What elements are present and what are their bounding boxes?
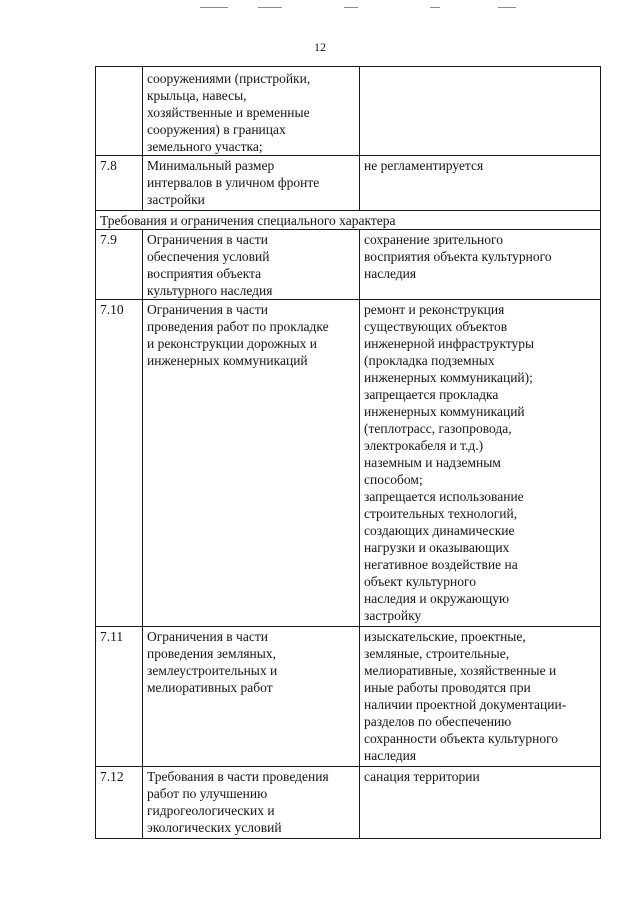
- row-number: 7.12: [96, 767, 143, 839]
- scan-artifact-line: [430, 7, 440, 8]
- row-number: 7.10: [96, 300, 143, 627]
- row-requirement: Требования в части проведения работ по улучшению гидрогеологических и экологических условий: [143, 767, 360, 839]
- row-value: не регламентируется: [360, 156, 601, 211]
- section-title: Требования и ограничения специального характера: [96, 211, 601, 230]
- section-header-row: [96, 211, 601, 230]
- row-value: сохранение зрительного восприятия объекта культурного наследия: [360, 230, 601, 300]
- row-value: санация территории: [360, 767, 601, 839]
- row-requirement: Ограничения в части проведения работ по прокладке и реконструкции дорожных и инженерных коммуникаций: [143, 300, 360, 627]
- table-row: [96, 767, 601, 839]
- row-value: изыскательские, проектные, земляные, строительные, мелиоративные, хозяйственные и иные работы проводятся при наличии проектной документации- разделов по обеспечению сохранности объекта культурного наследия: [360, 627, 601, 767]
- row-requirement: Ограничения в части обеспечения условий восприятия объекта культурного наследия: [143, 230, 360, 300]
- row-number: 7.9: [96, 230, 143, 300]
- row-requirement: Ограничения в части проведения земляных, землеустроительных и мелиоративных работ: [143, 627, 360, 767]
- row-number: [96, 67, 143, 156]
- page-number: 12: [314, 40, 326, 54]
- table-row: [96, 67, 601, 156]
- row-requirement: Минимальный размер интервалов в уличном фронте застройки: [143, 156, 360, 211]
- table-row: [96, 300, 601, 627]
- scan-artifact-line: [344, 7, 358, 8]
- table-row: [96, 627, 601, 767]
- row-number: 7.8: [96, 156, 143, 211]
- table-row: [96, 156, 601, 211]
- row-value: [360, 67, 601, 156]
- row-requirement: сооружениями (пристройки, крыльца, навесы, хозяйственные и временные сооружения) в границах земельного участка;: [143, 67, 360, 156]
- row-value: ремонт и реконструкция существующих объектов инженерной инфраструктуры (прокладка подземных инженерных коммуникаций); запрещается прокладка инженерных коммуникаций (теплотрасс, газопровода, электрокабеля и т.д.) наземным и надземным способом; запрещается использование строительных технологий, создающих динамические нагрузки и оказывающих негативное воздействие на объект культурного наследия и окружающую застройку: [360, 300, 601, 627]
- scan-artifact-line: [258, 7, 282, 8]
- row-number: 7.11: [96, 627, 143, 767]
- scan-artifact-line: [498, 7, 516, 8]
- table-row: [96, 230, 601, 300]
- scan-artifact-line: [200, 7, 228, 8]
- regulations-table: [95, 66, 601, 839]
